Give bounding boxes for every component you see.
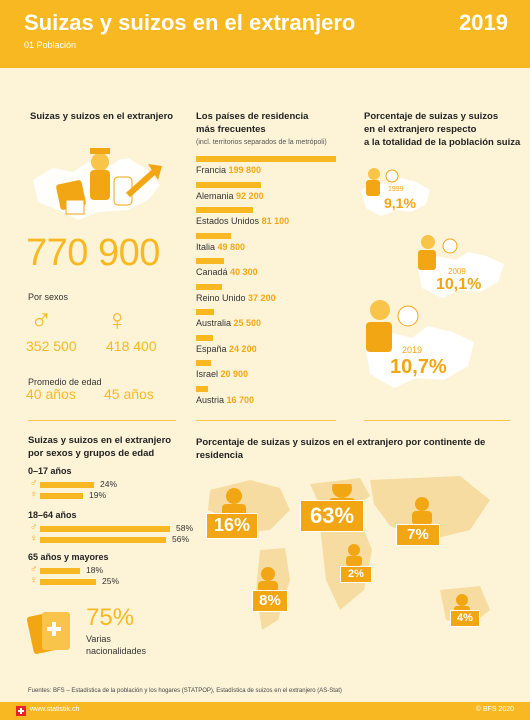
female-symbol-icon: ♀	[106, 304, 129, 337]
country-value: 199 800	[228, 165, 262, 175]
age-female-bar	[40, 493, 83, 499]
female-symbol-icon: ♀	[30, 575, 38, 586]
countries-heading-line2: más frecuentes	[196, 124, 266, 135]
female-avg-age: 45 años	[104, 386, 154, 402]
continent-pct-asia: 7%	[396, 524, 440, 546]
country-value: 24 200	[229, 343, 257, 354]
country-bar	[196, 335, 213, 341]
country-bar	[196, 309, 214, 315]
country-bar	[196, 156, 336, 162]
male-symbol-icon: ♂	[30, 564, 38, 575]
country-bar	[196, 386, 208, 392]
country-value: 37 200	[248, 292, 276, 303]
continents-heading: Porcentaje de suizas y suizos en el extranjero por continente de residencia	[196, 437, 486, 461]
female-count: 418 400	[106, 338, 157, 354]
age-male-bar	[40, 482, 94, 488]
countries-heading	[196, 110, 327, 149]
percentage-heading-line1: Porcentaje de suizas y suizos	[364, 111, 499, 122]
page-subtitle: 01 Población	[24, 40, 77, 50]
age-heading-line2: por sexos y grupos de edad	[28, 448, 155, 459]
pct-value-2009: 10,1%	[436, 276, 482, 293]
age-group-label: 18–64 años	[28, 510, 77, 520]
country-name: Australia	[196, 318, 232, 328]
male-symbol-icon: ♂	[30, 478, 38, 489]
male-avg-age: 40 años	[26, 386, 76, 402]
country-value: 92 200	[236, 190, 264, 201]
country-name: Francia	[196, 165, 227, 175]
country-bar	[196, 360, 211, 366]
pct-value-1999: 9,1%	[384, 195, 416, 211]
age-female-value: 56%	[172, 534, 190, 544]
country-name: Italia	[196, 241, 216, 252]
female-symbol-icon: ♀	[30, 489, 38, 500]
age-group-label: 0–17 años	[28, 466, 72, 476]
header-banner	[0, 0, 530, 68]
age-female-bar	[40, 537, 166, 543]
countries-note: (incl. territorios separados de la metrópoli)	[196, 139, 327, 146]
country-name: Estados Unidos	[196, 216, 260, 226]
country-bar	[196, 207, 253, 213]
country-bar	[196, 258, 224, 264]
age-female-bar	[40, 579, 96, 585]
female-symbol-icon: ♀	[30, 533, 38, 544]
percentage-heading-line2: en el extranjero respecto	[364, 124, 477, 135]
country-value: 16 700	[226, 394, 255, 405]
total-value: 770 900	[26, 232, 160, 274]
country-value: 40 300	[230, 267, 258, 277]
age-male-value: 24%	[100, 479, 118, 489]
age-male-value: 58%	[176, 523, 194, 533]
country-name: Reino Unido	[196, 292, 246, 303]
pct-year-2019: 2019	[402, 345, 423, 355]
country-value: 81 100	[261, 216, 290, 226]
male-count: 352 500	[26, 338, 77, 354]
avg-age-label: Promedio de edad	[28, 377, 102, 387]
copyright-note: © BFS 2020	[475, 706, 514, 713]
multi-nationality-line2: nacionalidades	[86, 646, 147, 656]
divider-left	[28, 420, 176, 421]
country-value: 25 500	[233, 318, 262, 328]
pct-year-1999: 1999	[388, 186, 404, 193]
pct-year-2009: 2009	[448, 267, 466, 276]
passports-icon	[26, 606, 74, 656]
multi-nationality-line1: Varias	[86, 634, 111, 644]
multi-nationality-pct: 75%	[86, 604, 135, 631]
country-name: Israel	[196, 369, 219, 379]
age-heading-line1: Suizas y suizos en el extranjero	[28, 435, 172, 446]
footer-bar	[0, 702, 530, 720]
country-value: 49 800	[217, 241, 246, 252]
sources-note: Fuentes: BFS – Estadística de la población y los hogares (STATPOP), Estadística de suizos en el extranjero (AS-Stat)	[28, 688, 342, 694]
continent-pct-africa: 2%	[340, 566, 372, 583]
country-name: Canadá	[196, 267, 228, 277]
year-label: 2019	[459, 10, 508, 35]
page-title: Suizas y suizos en el extranjero	[24, 10, 356, 35]
continent-pct-oceania: 4%	[450, 610, 480, 627]
age-group-label: 65 años y mayores	[28, 552, 109, 562]
country-value: 20 900	[220, 369, 249, 379]
country-name: Alemania	[196, 190, 234, 201]
country-row	[196, 395, 254, 419]
by-sex-label: Por sexos	[28, 292, 69, 302]
pct-value-2019: 10,7%	[390, 356, 447, 378]
age-female-value: 19%	[89, 490, 107, 500]
countries-heading-line1: Los países de residencia	[196, 111, 309, 122]
total-heading: Suizas y suizos en el extranjero	[30, 111, 174, 122]
country-name: España	[196, 343, 227, 354]
divider-middle	[196, 420, 336, 421]
age-male-bar	[40, 568, 80, 574]
website-link[interactable]: www.statistik.ch	[30, 706, 80, 713]
country-name: Austria	[196, 394, 225, 405]
male-symbol-icon: ♂	[30, 522, 38, 533]
divider-right	[364, 420, 510, 421]
age-heading	[28, 434, 171, 460]
age-female-value: 25%	[102, 576, 120, 586]
percentage-heading-line3: a la totalidad de la población suiza	[364, 137, 521, 148]
continent-pct-americas-south: 8%	[252, 590, 288, 612]
switzerland-people-illustration	[28, 140, 168, 225]
continent-pct-europe: 63%	[300, 500, 364, 532]
country-bar	[196, 182, 261, 188]
male-symbol-icon: ♂	[30, 304, 53, 337]
age-male-value: 18%	[86, 565, 104, 575]
continent-pct-americas-north: 16%	[206, 513, 258, 539]
country-bar	[196, 284, 222, 290]
percentage-heading	[364, 110, 520, 149]
swiss-flag-icon	[16, 706, 26, 716]
age-male-bar	[40, 526, 170, 532]
country-bar	[196, 233, 231, 239]
